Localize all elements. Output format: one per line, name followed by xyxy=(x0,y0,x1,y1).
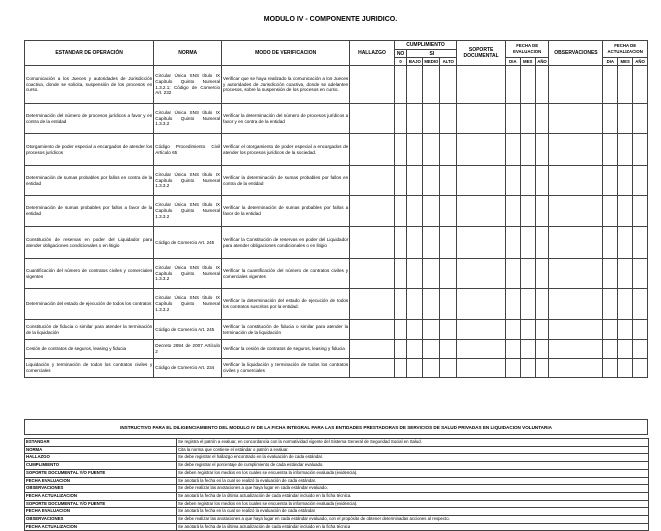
modo-cell: Verificar la constitución de fiducia o similar para atender la terminación de la liquidación xyxy=(222,320,350,340)
modo-cell: Verificar el otorgamiento de poder especial a encargados de atender los procesos jurídicos de la sociedad. xyxy=(222,134,350,166)
header-si: SI xyxy=(407,50,457,58)
act-anio-cell[interactable] xyxy=(633,134,648,166)
soporte-cell[interactable] xyxy=(457,104,506,134)
eval-mes-cell[interactable] xyxy=(520,66,535,104)
act-anio-cell[interactable] xyxy=(633,259,648,289)
eval-dia-cell[interactable] xyxy=(505,227,520,259)
soporte-cell[interactable] xyxy=(457,359,506,378)
act-mes-cell[interactable] xyxy=(618,289,633,320)
eval-dia-cell[interactable] xyxy=(505,289,520,320)
header-cero: 0 xyxy=(394,58,407,66)
table-row xyxy=(25,196,648,227)
eval-anio-cell[interactable] xyxy=(535,196,549,227)
header-eval-mes: MES xyxy=(520,58,535,66)
act-dia-cell[interactable] xyxy=(603,289,618,320)
header-cumplimiento: CUMPLIMIENTO xyxy=(394,41,457,50)
header-eval-dia: DIA xyxy=(505,58,520,66)
header-act-mes: MES xyxy=(618,58,633,66)
act-mes-cell[interactable] xyxy=(618,166,633,196)
observaciones-cell[interactable] xyxy=(549,340,603,359)
instructivo-key: ESTANDAR xyxy=(25,439,177,447)
eval-mes-cell[interactable] xyxy=(520,289,535,320)
header-bajo: BAJO xyxy=(408,58,421,64)
act-dia-cell[interactable] xyxy=(603,104,618,134)
hallazgo-cell[interactable] xyxy=(350,359,394,378)
cumplimiento-alto-cell[interactable] xyxy=(440,166,457,196)
act-anio-cell[interactable] xyxy=(633,227,648,259)
eval-mes-cell[interactable] xyxy=(520,104,535,134)
eval-anio-cell[interactable] xyxy=(535,134,549,166)
evaluation-table xyxy=(24,40,648,378)
instructivo-row xyxy=(25,500,649,508)
act-anio-cell[interactable] xyxy=(633,166,648,196)
soporte-cell[interactable] xyxy=(457,166,506,196)
observaciones-cell[interactable] xyxy=(549,166,603,196)
header-no: NO xyxy=(394,50,407,58)
header-estandar: ESTANDAR DE OPERACIÓN xyxy=(25,41,154,66)
act-dia-cell[interactable] xyxy=(603,320,618,340)
act-dia-cell[interactable] xyxy=(603,196,618,227)
cumplimiento-alto-cell[interactable] xyxy=(440,340,457,359)
hallazgo-cell[interactable] xyxy=(350,289,394,320)
eval-mes-cell[interactable] xyxy=(520,320,535,340)
soporte-cell[interactable] xyxy=(457,259,506,289)
instructivo-key: FECHA ACTUALIZACION xyxy=(25,492,177,500)
hallazgo-cell[interactable] xyxy=(350,340,394,359)
act-anio-cell[interactable] xyxy=(633,196,648,227)
cumplimiento-cero-cell[interactable] xyxy=(394,166,407,196)
modo-cell: Verificar la determinación del estado de ejecución de todos los contratos suscritos por la entidad. xyxy=(222,289,350,320)
cumplimiento-bajo-cell[interactable] xyxy=(407,289,423,320)
cumplimiento-cero-cell[interactable] xyxy=(394,196,407,227)
instructivo-key: FECHA ACTUALIZACION xyxy=(25,523,177,531)
act-dia-cell[interactable] xyxy=(603,340,618,359)
header-modo: MODO DE VERIFICACION xyxy=(222,41,350,66)
eval-mes-cell[interactable] xyxy=(520,359,535,378)
norma-cell: Decreto 2894 de 2007 Artículo 2 xyxy=(154,340,222,359)
norma-cell: Código de Comercio Art. 234 xyxy=(154,359,222,378)
instructivo-row xyxy=(25,439,649,447)
cumplimiento-medio-cell[interactable] xyxy=(423,227,440,259)
table-row xyxy=(25,166,648,196)
eval-dia-cell[interactable] xyxy=(505,320,520,340)
act-mes-cell[interactable] xyxy=(618,340,633,359)
norma-cell: Circular Única SNS título IX Capítulo Quinto Numeral 1.3.3.2 xyxy=(154,289,222,320)
cumplimiento-bajo-cell[interactable] xyxy=(407,359,423,378)
cumplimiento-cero-cell[interactable] xyxy=(394,227,407,259)
observaciones-cell[interactable] xyxy=(549,66,603,104)
act-anio-cell[interactable] xyxy=(633,340,648,359)
act-mes-cell[interactable] xyxy=(618,134,633,166)
header-alto: ALTO xyxy=(440,58,457,66)
norma-cell: Código Procedimiento Civil Artículo 65 xyxy=(154,134,222,166)
instructivo-text: Se debe realizar las anotaciones a que haya lugar en cada estándar evaluado, con el propósito de obtener determinadas acciones al respecto. xyxy=(177,516,649,524)
table-row xyxy=(25,227,648,259)
norma-cell: Circular Única SNS título IX Capítulo Quinto Numeral 1.3.3.2 xyxy=(154,104,222,134)
cumplimiento-medio-cell[interactable] xyxy=(423,104,440,134)
act-mes-cell[interactable] xyxy=(618,66,633,104)
eval-mes-cell[interactable] xyxy=(520,227,535,259)
instructivo-text: Se anotará la fecha en la cual se realizó la evaluación de cada estándar xyxy=(177,508,649,516)
soporte-cell[interactable] xyxy=(457,320,506,340)
act-dia-cell[interactable] xyxy=(603,166,618,196)
instructivo-key: SOPORTE DOCUMENTAL Y/O FUENTE xyxy=(25,500,177,508)
eval-mes-cell[interactable] xyxy=(520,166,535,196)
act-mes-cell[interactable] xyxy=(618,259,633,289)
cumplimiento-bajo-cell[interactable] xyxy=(407,104,423,134)
cumplimiento-cero-cell[interactable] xyxy=(394,104,407,134)
cumplimiento-cero-cell[interactable] xyxy=(394,359,407,378)
modo-cell: Verificar que se haya realizado la comunicación a los Jueces y autoridades de Jurisdicción coactiva, donde se adelanten procesos, sobre la suspensión de los procesos en curso. xyxy=(222,66,350,104)
eval-mes-cell[interactable] xyxy=(520,196,535,227)
eval-anio-cell[interactable] xyxy=(535,359,549,378)
header-observaciones: OBSERVACIONES xyxy=(549,41,603,66)
observaciones-cell[interactable] xyxy=(549,196,603,227)
cumplimiento-cero-cell[interactable] xyxy=(394,289,407,320)
act-mes-cell[interactable] xyxy=(618,104,633,134)
eval-anio-cell[interactable] xyxy=(535,289,549,320)
table-row xyxy=(25,320,648,340)
cumplimiento-alto-cell[interactable] xyxy=(440,134,457,166)
observaciones-cell[interactable] xyxy=(549,289,603,320)
instructivo-text: Se debe registrar el hallazgo encontrado en la evaluación de cada estándar. xyxy=(177,454,649,462)
act-dia-cell[interactable] xyxy=(603,359,618,378)
eval-anio-cell[interactable] xyxy=(535,104,549,134)
observaciones-cell[interactable] xyxy=(549,259,603,289)
eval-dia-cell[interactable] xyxy=(505,104,520,134)
eval-dia-cell[interactable] xyxy=(505,340,520,359)
norma-cell: Circular Única SNS título IX Capítulo Quinto Numeral 1.3.3.2 xyxy=(154,196,222,227)
hallazgo-cell[interactable] xyxy=(350,196,394,227)
observaciones-cell[interactable] xyxy=(549,134,603,166)
soporte-cell[interactable] xyxy=(457,227,506,259)
hallazgo-cell[interactable] xyxy=(350,104,394,134)
eval-dia-cell[interactable] xyxy=(505,66,520,104)
eval-dia-cell[interactable] xyxy=(505,166,520,196)
cumplimiento-bajo-cell[interactable] xyxy=(407,320,423,340)
observaciones-cell[interactable] xyxy=(549,359,603,378)
instructivo-table xyxy=(24,438,649,531)
table-row xyxy=(25,104,648,134)
cumplimiento-cero-cell[interactable] xyxy=(394,134,407,166)
norma-cell: Circular Única SNS título IX Capítulo Quinto Numeral 1.3.3.2 xyxy=(154,259,222,289)
eval-mes-cell[interactable] xyxy=(520,134,535,166)
table-row xyxy=(25,259,648,289)
instructivo-row xyxy=(25,469,649,477)
cumplimiento-bajo-cell[interactable] xyxy=(407,66,423,104)
norma-cell: Código de Comercio Art. 245 xyxy=(154,320,222,340)
cumplimiento-alto-cell[interactable] xyxy=(440,104,457,134)
hallazgo-cell[interactable] xyxy=(350,320,394,340)
header-act-anio: AÑO xyxy=(633,58,648,66)
header-eval-anio: AÑO xyxy=(535,58,549,66)
table-row xyxy=(25,289,648,320)
cumplimiento-alto-cell[interactable] xyxy=(440,66,457,104)
instructivo-row xyxy=(25,446,649,454)
estandar-cell: Constitución de fiducia o similar para atender la terminación de la liquidación xyxy=(25,320,154,340)
instructivo-text: Se anotará la fecha en la cual se realizó la evaluación de cada estándar. xyxy=(177,477,649,485)
cumplimiento-bajo-cell[interactable] xyxy=(407,340,423,359)
instructivo-text: Se debe registrar el porcentaje de cumplimiento de cada estándar evaluado. xyxy=(177,462,649,470)
instructivo-key: HALLAZGO xyxy=(25,454,177,462)
cumplimiento-cero-cell[interactable] xyxy=(394,320,407,340)
cumplimiento-alto-cell[interactable] xyxy=(440,289,457,320)
cumplimiento-medio-cell[interactable] xyxy=(423,66,440,104)
cumplimiento-alto-cell[interactable] xyxy=(440,196,457,227)
header-medio: MEDIO xyxy=(424,58,439,64)
observaciones-cell[interactable] xyxy=(549,227,603,259)
hallazgo-cell[interactable] xyxy=(350,259,394,289)
act-dia-cell[interactable] xyxy=(603,66,618,104)
cumplimiento-medio-cell[interactable] xyxy=(423,289,440,320)
cumplimiento-bajo-cell[interactable] xyxy=(407,196,423,227)
modo-cell: Verificar la liquidación y terminación de todos los contratos civiles y comerciales xyxy=(222,359,350,378)
act-dia-cell[interactable] xyxy=(603,227,618,259)
norma-cell: Código de Comercio Art. 245 xyxy=(154,227,222,259)
eval-anio-cell[interactable] xyxy=(535,66,549,104)
instructivo-title: INSTRUCTIVO PARA EL DILIGENCIAMIENTO DEL MODULO IV DE LA FICHA INTEGRAL PARA LAS ENTIDADES PRESTADORAS DE SERVICIOS DE SALUD PRIVADAS EN LIQUIDACION VOLUNTARIA xyxy=(24,419,648,435)
cumplimiento-alto-cell[interactable] xyxy=(440,320,457,340)
act-anio-cell[interactable] xyxy=(633,104,648,134)
instructivo-text: Se anotará la fecha de la última actualización de cada estándar incluido en la ficha técnica. xyxy=(177,492,649,500)
eval-mes-cell[interactable] xyxy=(520,259,535,289)
act-anio-cell[interactable] xyxy=(633,66,648,104)
modo-cell: Verificar la Constitución de reservas en poder del Liquidador para atender obligaciones condicionales o en litigio xyxy=(222,227,350,259)
header-hallazgo: HALLAZGO xyxy=(350,41,394,66)
hallazgo-cell[interactable] xyxy=(350,227,394,259)
hallazgo-cell[interactable] xyxy=(350,134,394,166)
estandar-cell: Determinación del número de procesos jurídicos a favor y en contra de la entidad xyxy=(25,104,154,134)
header-fecha-actualizacion: FECHA DE ACTUALIZACION xyxy=(603,41,648,58)
instructivo-key: NORMA xyxy=(25,446,177,454)
modo-cell: Verificar la cuantificación del número de contratos civiles y comerciales vigentes xyxy=(222,259,350,289)
act-dia-cell[interactable] xyxy=(603,134,618,166)
instructivo-key: FECHA EVALUACION xyxy=(25,477,177,485)
hallazgo-cell[interactable] xyxy=(350,66,394,104)
eval-dia-cell[interactable] xyxy=(505,196,520,227)
eval-dia-cell[interactable] xyxy=(505,259,520,289)
estandar-cell: Determinación del estado de ejecución de todos los contratos xyxy=(25,289,154,320)
hallazgo-cell[interactable] xyxy=(350,166,394,196)
cumplimiento-medio-cell[interactable] xyxy=(423,166,440,196)
estandar-cell: Constitución de reservas en poder del Liquidador para atender obligaciones condicionales o en litigio xyxy=(25,227,154,259)
act-anio-cell[interactable] xyxy=(633,289,648,320)
estandar-cell: Otorgamiento de poder especial a encargados de atender los procesos jurídicos xyxy=(25,134,154,166)
cumplimiento-bajo-cell[interactable] xyxy=(407,166,423,196)
cumplimiento-alto-cell[interactable] xyxy=(440,259,457,289)
cumplimiento-medio-cell[interactable] xyxy=(423,359,440,378)
cumplimiento-medio-cell[interactable] xyxy=(423,320,440,340)
table-row xyxy=(25,359,648,378)
instructivo-text: Se deben registrar los medios en los cuales se encuentra la información evaluada (evidencia). xyxy=(177,469,649,477)
table-row xyxy=(25,66,648,104)
instructivo-row xyxy=(25,462,649,470)
soporte-cell[interactable] xyxy=(457,196,506,227)
header-soporte: SOPORTE DOCUMENTAL xyxy=(457,41,506,66)
modo-cell: Verificar la determinación del número de procesos jurídicos a favor y en contra de la entidad xyxy=(222,104,350,134)
soporte-cell[interactable] xyxy=(457,340,506,359)
instructivo-key: CUMPLIMIENTO xyxy=(25,462,177,470)
eval-anio-cell[interactable] xyxy=(535,227,549,259)
header-act-dia: DIA xyxy=(603,58,618,66)
observaciones-cell[interactable] xyxy=(549,320,603,340)
instructivo-key: OBSERVACIONES xyxy=(25,485,177,493)
cumplimiento-medio-cell[interactable] xyxy=(423,196,440,227)
cumplimiento-medio-cell[interactable] xyxy=(423,340,440,359)
estandar-cell: Cuantificación del número de contratos civiles y comerciales vigentes xyxy=(25,259,154,289)
instructivo-key: SOPORTE DOCUMENTAL Y/O FUENTE xyxy=(25,469,177,477)
instructivo-text: Se anotará la fecha de la última actualización de cada estándar incluido en la ficha técnica xyxy=(177,523,649,531)
table-row xyxy=(25,340,648,359)
act-mes-cell[interactable] xyxy=(618,196,633,227)
instructivo-row xyxy=(25,477,649,485)
eval-mes-cell[interactable] xyxy=(520,340,535,359)
cumplimiento-bajo-cell[interactable] xyxy=(407,259,423,289)
norma-cell: Circular Única SNS título IX Capítulo Quinto Numeral 1.3.3.2 xyxy=(154,166,222,196)
eval-dia-cell[interactable] xyxy=(505,134,520,166)
estandar-cell: Cesión de contratos de seguros, leasing y fiducia xyxy=(25,340,154,359)
sheet-title: MODULO IV - COMPONENTE JURIDICO. xyxy=(263,16,398,23)
table-row xyxy=(25,134,648,166)
soporte-cell[interactable] xyxy=(457,289,506,320)
instructivo-key: FECHA EVALUACION xyxy=(25,508,177,516)
eval-dia-cell[interactable] xyxy=(505,359,520,378)
cumplimiento-cero-cell[interactable] xyxy=(394,259,407,289)
instructivo-text: Se registra el patrón a evaluar, en concordancia con la normatividad vigente del Sistema General de Seguridad Social en Salud. xyxy=(177,439,649,447)
instructivo-row xyxy=(25,516,649,524)
cumplimiento-alto-cell[interactable] xyxy=(440,359,457,378)
header-fecha-evaluacion: FECHA DE EVALUACION xyxy=(505,41,548,58)
observaciones-cell[interactable] xyxy=(549,104,603,134)
instructivo-row xyxy=(25,454,649,462)
cumplimiento-bajo-cell[interactable] xyxy=(407,134,423,166)
act-mes-cell[interactable] xyxy=(618,359,633,378)
instructivo-key: OBSERVACIONES xyxy=(25,516,177,524)
cumplimiento-alto-cell[interactable] xyxy=(440,227,457,259)
eval-anio-cell[interactable] xyxy=(535,259,549,289)
estandar-cell: Comunicación a los Jueces y autoridades de Jurisdicción coactiva, donde se solicita, suspensión de los procesos en curso. xyxy=(25,66,154,104)
cumplimiento-medio-cell[interactable] xyxy=(423,134,440,166)
cumplimiento-bajo-cell[interactable] xyxy=(407,227,423,259)
modo-cell: Verificar la determinación de sumas probables por fallos a favor de la entidad xyxy=(222,196,350,227)
act-anio-cell[interactable] xyxy=(633,320,648,340)
act-mes-cell[interactable] xyxy=(618,320,633,340)
instructivo-text: Cita la norma que contiene el estándar o patrón a evaluar. xyxy=(177,446,649,454)
instructivo-row xyxy=(25,523,649,531)
modo-cell: Verificar la determinación de sumas probables por fallos en contra de la entidad xyxy=(222,166,350,196)
act-dia-cell[interactable] xyxy=(603,259,618,289)
instructivo-row xyxy=(25,508,649,516)
eval-anio-cell[interactable] xyxy=(535,340,549,359)
instructivo-row xyxy=(25,485,649,493)
instructivo-text: Se debe realizar las anotaciones a que haya lugar en cada estándar evaluado. xyxy=(177,485,649,493)
cumplimiento-cero-cell[interactable] xyxy=(394,66,407,104)
instructivo-row xyxy=(25,492,649,500)
norma-cell: Circular Única SNS título IX Capítulo Quinto Numeral 1.3.2.1; Código de Comercio Art. 232 xyxy=(154,66,222,104)
act-mes-cell[interactable] xyxy=(618,227,633,259)
modo-cell: Verificar la cesión de contratos de seguros, leasing y fiducia xyxy=(222,340,350,359)
eval-anio-cell[interactable] xyxy=(535,166,549,196)
cumplimiento-cero-cell[interactable] xyxy=(394,340,407,359)
soporte-cell[interactable] xyxy=(457,66,506,104)
act-anio-cell[interactable] xyxy=(633,359,648,378)
eval-anio-cell[interactable] xyxy=(535,320,549,340)
cumplimiento-medio-cell[interactable] xyxy=(423,259,440,289)
estandar-cell: Liquidación y terminación de todos los contratos civiles y comerciales xyxy=(25,359,154,378)
soporte-cell[interactable] xyxy=(457,134,506,166)
estandar-cell: Determinación de sumas probables por fallos a favor de la entidad xyxy=(25,196,154,227)
instructivo-text: Se deben registrar los medios en los cuales se encuentra la información evaluada (evidencia). xyxy=(177,500,649,508)
estandar-cell: Determinación de sumas probables por fallos en contra de la entidad xyxy=(25,166,154,196)
header-norma: NORMA xyxy=(154,41,222,66)
